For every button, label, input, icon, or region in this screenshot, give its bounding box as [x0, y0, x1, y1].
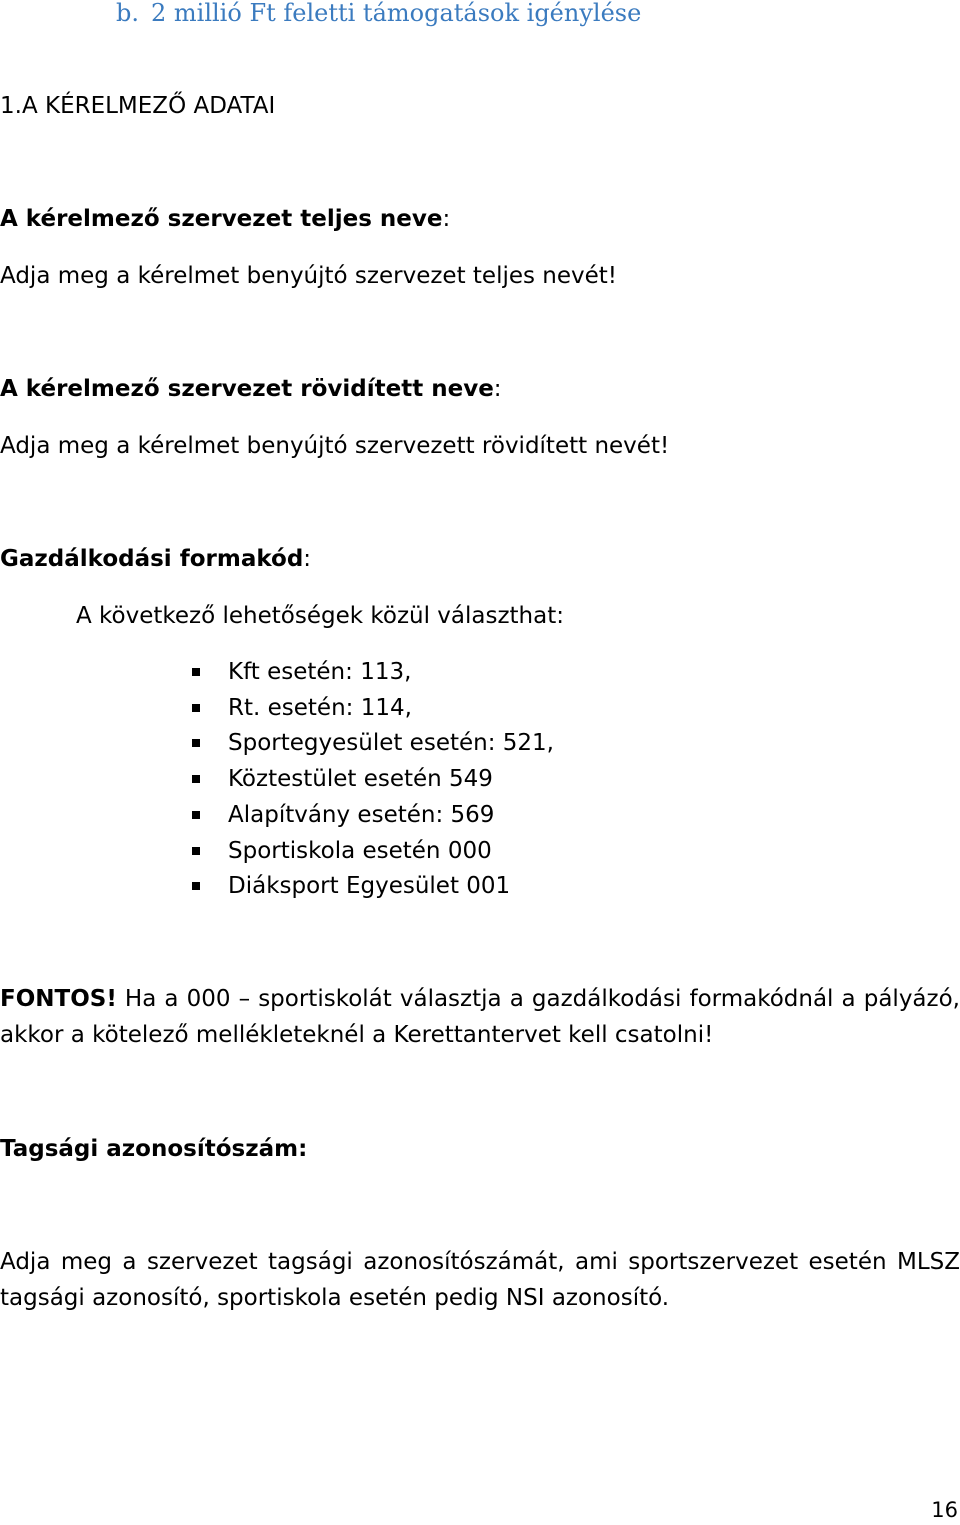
- important-text: Ha a 000 – sportiskolát választja a gazdálkodási formakódnál a pályázó, akkor a kötelező mellékleteknél a Kerettantervet kell csatolni!: [0, 986, 960, 1048]
- form-code-label-row: [0, 542, 311, 577]
- square-bullet-icon: [192, 882, 200, 890]
- full-name-label: A kérelmező szervezet teljes neve: [0, 206, 443, 232]
- important-note: [0, 982, 960, 1053]
- section-heading-title: 2 millió Ft feletti támogatások igénylése: [151, 0, 642, 27]
- short-name-label-row: [0, 372, 502, 407]
- full-name-colon: :: [442, 206, 451, 232]
- section-title: 1.A KÉRELMEZŐ ADATAI: [0, 93, 276, 119]
- form-code-intro: A következő lehetőségek közül választhat:: [76, 603, 564, 629]
- list-item: [186, 691, 554, 727]
- list-item: [186, 655, 554, 691]
- section-heading-number: b.: [116, 0, 139, 27]
- membership-id-hint: Adja meg a szervezet tagsági azonosítószámát, ami sportszervezet esetén MLSZ tagsági azonosító, sportiskola esetén pedig NSI azonosító.: [0, 1249, 960, 1311]
- option-text: Köztestület esetén 549: [228, 766, 493, 793]
- option-text: Diáksport Egyesület 001: [228, 873, 511, 900]
- list-item: [186, 762, 554, 798]
- list-item: [186, 869, 554, 905]
- square-bullet-icon: [192, 739, 200, 747]
- form-code-colon: :: [303, 546, 312, 572]
- page-number: 16: [931, 1498, 958, 1522]
- form-code-label: Gazdálkodási formakód: [0, 546, 304, 572]
- short-name-colon: :: [493, 376, 502, 402]
- short-name-label: A kérelmező szervezet rövidített neve: [0, 376, 494, 402]
- list-item: [186, 726, 554, 762]
- important-label: FONTOS!: [0, 986, 117, 1012]
- option-text: Sportiskola esetén 000: [228, 837, 492, 864]
- option-text: Sportegyesület esetén: 521,: [228, 730, 554, 757]
- square-bullet-icon: [192, 847, 200, 855]
- short-name-hint: Adja meg a kérelmet benyújtó szervezett rövidített nevét!: [0, 433, 670, 459]
- section-heading: [116, 0, 641, 31]
- option-text: Kft esetén: 113,: [228, 659, 412, 685]
- square-bullet-icon: [192, 775, 200, 783]
- form-code-options-list: [186, 655, 554, 905]
- list-item: [186, 834, 554, 870]
- option-text: Alapítvány esetén: 569: [228, 801, 495, 828]
- option-text: Rt. esetén: 114,: [228, 694, 412, 721]
- square-bullet-icon: [192, 811, 200, 819]
- list-item: [186, 798, 554, 834]
- full-name-label-row: [0, 202, 450, 237]
- square-bullet-icon: [192, 668, 200, 676]
- square-bullet-icon: [192, 704, 200, 712]
- membership-id-label: Tagsági azonosítószám:: [0, 1136, 308, 1162]
- full-name-hint: Adja meg a kérelmet benyújtó szervezet teljes nevét!: [0, 263, 618, 289]
